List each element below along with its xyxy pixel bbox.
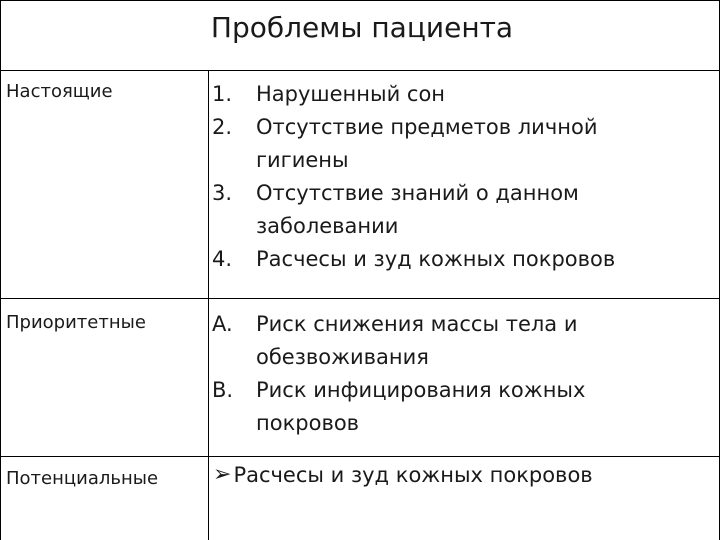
list-marker: 1.: [212, 82, 233, 106]
list-item-text: Отсутствие предметов личной: [256, 115, 598, 139]
list-item: [212, 111, 615, 177]
list-marker: 2.: [212, 115, 233, 139]
list-item-text: покровов: [256, 411, 360, 435]
list-marker: A.: [212, 312, 233, 336]
list-item-text: Риск снижения массы тела и: [256, 312, 578, 336]
list-item: [212, 78, 615, 111]
list-marker: 4.: [212, 247, 233, 271]
category-priority: Приоритетные: [6, 312, 146, 333]
list-item-text: Нарушенный сон: [256, 82, 446, 106]
list-item-text: Отсутствие знаний о данном: [256, 181, 579, 205]
title-box: [0, 0, 720, 71]
list-item-text: Расчесы и зуд кожных покровов: [256, 247, 616, 271]
page-title: Проблемы пациента: [210, 11, 514, 44]
list-item: [212, 177, 615, 243]
list-item: [212, 374, 585, 440]
category-potential: Потенциальные: [6, 468, 159, 489]
table-column-divider: [208, 70, 209, 540]
list-item-text: заболевании: [256, 214, 399, 238]
list-item-text: гигиены: [256, 148, 349, 172]
list-item: [212, 308, 585, 374]
row-divider-1: [0, 298, 720, 299]
list-item-text: Расчесы и зуд кожных покровов: [233, 462, 593, 487]
table-left-border: [0, 70, 1, 540]
list-marker: B.: [212, 378, 234, 402]
current-problems-list: [212, 78, 615, 276]
list-item-text: обезвоживания: [256, 345, 429, 369]
list-marker: 3.: [212, 181, 233, 205]
list-item-text: Риск инфицирования кожных: [256, 378, 586, 402]
list-item: [213, 462, 593, 487]
category-current: Настоящие: [6, 81, 113, 102]
priority-problems-list: [212, 308, 585, 440]
list-item: [212, 243, 615, 276]
row-divider-2: [0, 456, 720, 457]
arrow-bullet-icon: ➢: [213, 462, 232, 487]
